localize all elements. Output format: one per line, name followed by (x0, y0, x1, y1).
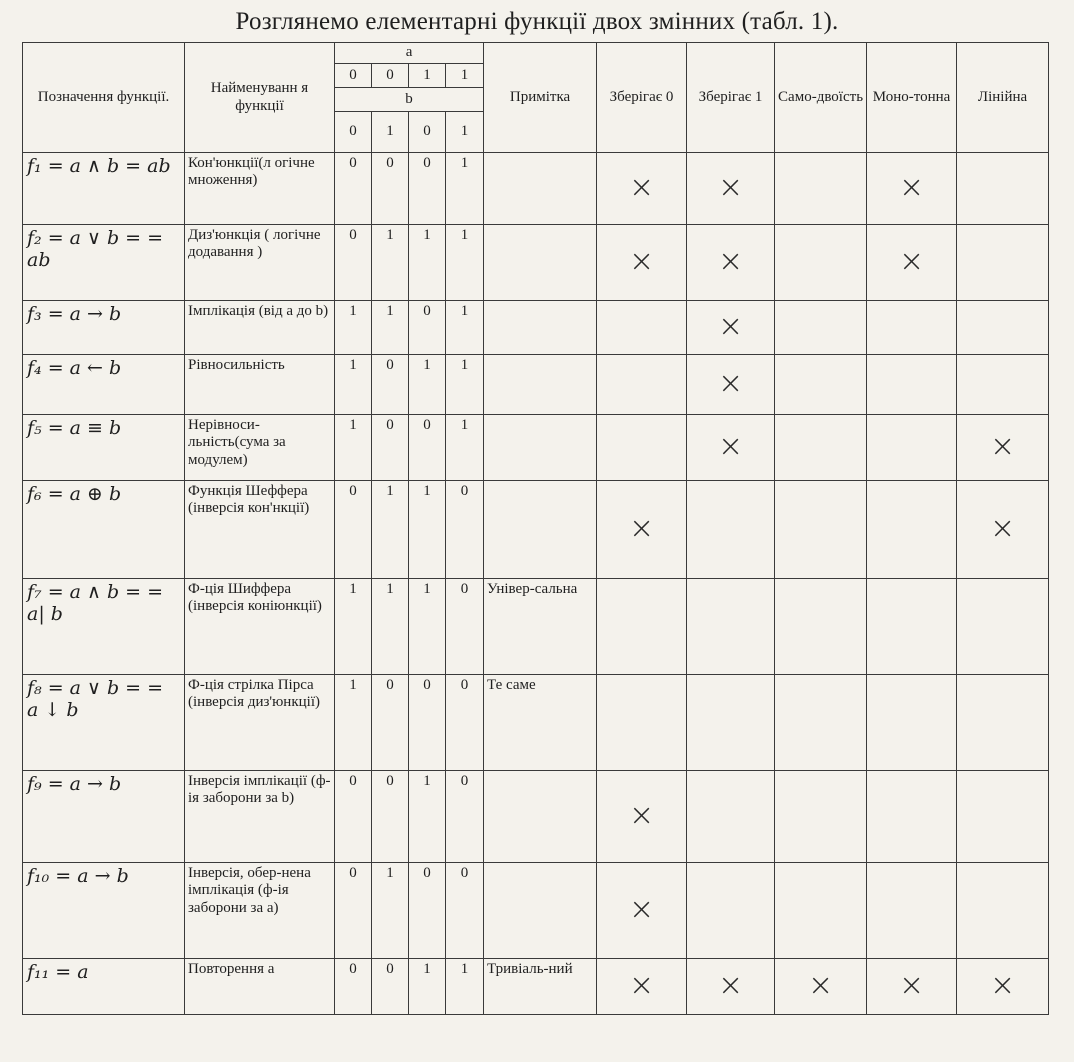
mark-monotone: × (867, 225, 957, 301)
mark-monotone (867, 481, 957, 579)
mark-preserves-0 (597, 415, 687, 481)
mark-linear (957, 675, 1049, 771)
mark-preserves-1: × (687, 225, 775, 301)
table-row (23, 355, 1049, 415)
function-note: Універ-сальна (484, 579, 597, 675)
mark-preserves-0 (597, 301, 687, 355)
mark-preserves-1: × (687, 153, 775, 225)
truth-value: 0 (446, 579, 484, 675)
truth-value: 0 (409, 863, 446, 959)
truth-value: 1 (335, 579, 372, 675)
mark-self-dual (775, 153, 867, 225)
mark-linear (957, 863, 1049, 959)
mark-self-dual (775, 675, 867, 771)
table-row (23, 675, 1049, 771)
mark-preserves-0: × (597, 863, 687, 959)
truth-value: 1 (409, 771, 446, 863)
header-monotone: Моно-тонна (867, 43, 957, 153)
function-note (484, 771, 597, 863)
function-name: Рівносильність (185, 355, 335, 415)
truth-value: 0 (372, 355, 409, 415)
function-name: Інверсія імплікації (ф-ія заборони за b) (185, 771, 335, 863)
mark-self-dual (775, 415, 867, 481)
mark-preserves-1 (687, 863, 775, 959)
table-row (23, 481, 1049, 579)
function-note (484, 153, 597, 225)
table-row (23, 225, 1049, 301)
truth-value: 1 (372, 225, 409, 301)
header-var-b: b (335, 88, 484, 112)
truth-value: 0 (372, 153, 409, 225)
header-b-value: 1 (446, 112, 484, 153)
truth-value: 1 (409, 225, 446, 301)
table-row (23, 771, 1049, 863)
function-note: Тривіаль-ний (484, 959, 597, 1015)
function-formula: f₁₀ = a → b (23, 863, 185, 959)
function-note (484, 355, 597, 415)
header-designation: Позначення функції. (23, 43, 185, 153)
truth-value: 0 (335, 225, 372, 301)
function-note (484, 863, 597, 959)
truth-value: 0 (409, 153, 446, 225)
mark-preserves-1 (687, 771, 775, 863)
mark-preserves-0: × (597, 959, 687, 1015)
mark-preserves-1 (687, 481, 775, 579)
mark-preserves-1: × (687, 959, 775, 1015)
header-a-value: 1 (409, 64, 446, 88)
truth-value: 1 (409, 355, 446, 415)
mark-monotone (867, 415, 957, 481)
truth-value: 0 (335, 959, 372, 1015)
truth-value: 0 (409, 301, 446, 355)
mark-monotone (867, 301, 957, 355)
function-formula: f₁ = a ∧ b = ab (23, 153, 185, 225)
mark-preserves-0 (597, 675, 687, 771)
mark-preserves-1: × (687, 355, 775, 415)
truth-value: 1 (409, 579, 446, 675)
mark-linear (957, 153, 1049, 225)
truth-value: 1 (446, 225, 484, 301)
header-name: Найменуванн я функції (185, 43, 335, 153)
header-preserves-0: Зберігає 0 (597, 43, 687, 153)
truth-value: 0 (446, 771, 484, 863)
mark-linear: × (957, 959, 1049, 1015)
mark-self-dual (775, 301, 867, 355)
function-name: Функція Шеффера (інверсія кон'нкції) (185, 481, 335, 579)
truth-value: 0 (409, 675, 446, 771)
function-formula: f₁₁ = a (23, 959, 185, 1015)
function-name: Імплікація (від a до b) (185, 301, 335, 355)
function-formula: f₆ = a ⊕ b (23, 481, 185, 579)
truth-value: 1 (446, 301, 484, 355)
truth-value: 0 (335, 863, 372, 959)
mark-preserves-0 (597, 355, 687, 415)
truth-value: 0 (372, 415, 409, 481)
function-name: Диз'юнкція ( логічне додавання ) (185, 225, 335, 301)
truth-value: 0 (446, 675, 484, 771)
mark-self-dual (775, 579, 867, 675)
truth-value: 1 (446, 959, 484, 1015)
table-row (23, 153, 1049, 225)
function-formula: f₈ = a ∨ b = = a ↓ b (23, 675, 185, 771)
mark-preserves-0: × (597, 771, 687, 863)
mark-monotone (867, 355, 957, 415)
header-self-dual: Само-двоїсть (775, 43, 867, 153)
mark-preserves-0: × (597, 153, 687, 225)
truth-value: 0 (409, 415, 446, 481)
mark-linear (957, 355, 1049, 415)
header-b-value: 0 (409, 112, 446, 153)
mark-self-dual (775, 863, 867, 959)
function-formula: f₄ = a ← b (23, 355, 185, 415)
mark-preserves-0: × (597, 481, 687, 579)
header-note: Примітка (484, 43, 597, 153)
function-name: Ф-ція стрілка Пірса (інверсія диз'юнкції) (185, 675, 335, 771)
mark-preserves-0 (597, 579, 687, 675)
truth-value: 1 (409, 959, 446, 1015)
truth-value: 1 (335, 415, 372, 481)
mark-linear: × (957, 415, 1049, 481)
truth-value: 0 (372, 959, 409, 1015)
header-var-a: a (335, 43, 484, 64)
document-title: Розглянемо елементарні функції двох змінних (табл. 1). (235, 8, 839, 35)
function-formula: f₃ = a → b (23, 301, 185, 355)
function-name: Ф-ція Шиффера (інверсія коніюнкції) (185, 579, 335, 675)
truth-value: 1 (335, 675, 372, 771)
boolean-functions-table (22, 42, 1049, 1015)
truth-value: 1 (372, 301, 409, 355)
function-note: Те саме (484, 675, 597, 771)
header-preserves-1: Зберігає 1 (687, 43, 775, 153)
table-row (23, 579, 1049, 675)
function-note (484, 225, 597, 301)
mark-self-dual (775, 225, 867, 301)
mark-self-dual (775, 481, 867, 579)
mark-linear (957, 579, 1049, 675)
function-formula: f₂ = a ∨ b = = ab (23, 225, 185, 301)
header-b-value: 0 (335, 112, 372, 153)
function-name: Нерівноси-льність(сума за модулем) (185, 415, 335, 481)
mark-monotone (867, 579, 957, 675)
header-linear: Лінійна (957, 43, 1049, 153)
mark-monotone (867, 675, 957, 771)
function-name: Інверсія, обер-нена імплікація (ф-ія заборони за a) (185, 863, 335, 959)
truth-value: 0 (372, 675, 409, 771)
table-row (23, 863, 1049, 959)
mark-linear (957, 225, 1049, 301)
table-row (23, 415, 1049, 481)
mark-self-dual (775, 771, 867, 863)
mark-linear (957, 301, 1049, 355)
mark-preserves-1 (687, 675, 775, 771)
mark-monotone: × (867, 959, 957, 1015)
mark-monotone (867, 863, 957, 959)
truth-value: 1 (372, 481, 409, 579)
truth-value: 1 (446, 415, 484, 481)
truth-value: 0 (335, 153, 372, 225)
function-formula: f₇ = a ∧ b = = a| b (23, 579, 185, 675)
mark-preserves-1 (687, 579, 775, 675)
header-a-value: 0 (335, 64, 372, 88)
function-formula: f₅ = a ≡ b (23, 415, 185, 481)
truth-value: 1 (372, 579, 409, 675)
function-note (484, 301, 597, 355)
truth-value: 0 (335, 481, 372, 579)
header-b-value: 1 (372, 112, 409, 153)
function-name: Кон'юнкції(л огічне множення) (185, 153, 335, 225)
truth-value: 1 (372, 863, 409, 959)
mark-preserves-0: × (597, 225, 687, 301)
mark-self-dual (775, 355, 867, 415)
function-formula: f₉ = a → b (23, 771, 185, 863)
function-note (484, 481, 597, 579)
truth-value: 1 (335, 355, 372, 415)
header-a-value: 0 (372, 64, 409, 88)
truth-value: 0 (446, 863, 484, 959)
function-name: Повторення a (185, 959, 335, 1015)
mark-linear (957, 771, 1049, 863)
mark-linear: × (957, 481, 1049, 579)
mark-monotone (867, 771, 957, 863)
function-note (484, 415, 597, 481)
mark-preserves-1: × (687, 415, 775, 481)
truth-value: 1 (335, 301, 372, 355)
table-row (23, 301, 1049, 355)
mark-preserves-1: × (687, 301, 775, 355)
truth-value: 0 (446, 481, 484, 579)
table-row (23, 959, 1049, 1015)
mark-monotone: × (867, 153, 957, 225)
truth-value: 0 (335, 771, 372, 863)
truth-value: 1 (446, 355, 484, 415)
truth-value: 0 (372, 771, 409, 863)
mark-self-dual: × (775, 959, 867, 1015)
truth-value: 1 (409, 481, 446, 579)
truth-value: 1 (446, 153, 484, 225)
header-a-value: 1 (446, 64, 484, 88)
